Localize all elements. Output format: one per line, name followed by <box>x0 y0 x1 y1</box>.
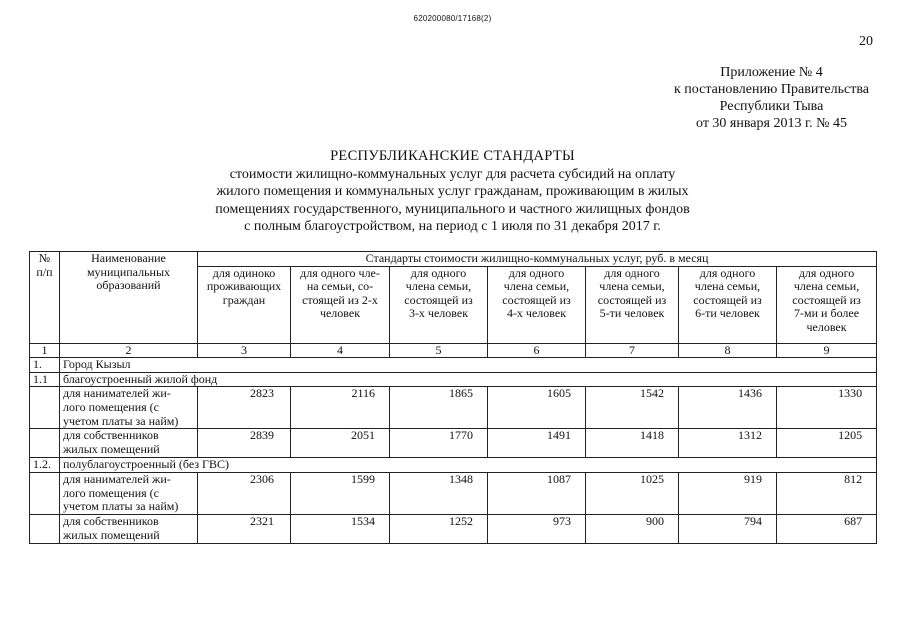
header-group: Стандарты стоимости жилищно-коммунальных услуг, руб. в месяц <box>198 252 877 267</box>
appendix-header <box>674 64 869 132</box>
index-cell: 4 <box>291 343 390 358</box>
value-cell: 1312 <box>679 429 777 458</box>
header-col: для одного члена семьи, состоящей из 5-ти человек <box>586 266 679 343</box>
document-subtitle <box>150 166 755 236</box>
value-cell: 1491 <box>488 429 586 458</box>
header-col: для одного члена семьи, состоящей из 4-х человек <box>488 266 586 343</box>
section-label: Город Кызыл <box>60 358 877 373</box>
section-num: 1.1 <box>30 372 60 387</box>
header-name: Наименование муниципальных образований <box>60 252 198 344</box>
value-cell: 1252 <box>390 514 488 543</box>
value-cell: 2116 <box>291 387 390 429</box>
table-row <box>30 472 877 514</box>
row-num <box>30 429 60 458</box>
index-cell: 7 <box>586 343 679 358</box>
value-cell: 2306 <box>198 472 291 514</box>
value-cell: 794 <box>679 514 777 543</box>
value-cell: 2321 <box>198 514 291 543</box>
section-row <box>30 372 877 387</box>
value-cell: 1205 <box>777 429 877 458</box>
value-cell: 1605 <box>488 387 586 429</box>
value-cell: 900 <box>586 514 679 543</box>
index-cell: 9 <box>777 343 877 358</box>
header-col: для одного члена семьи, состоящей из 3-х человек <box>390 266 488 343</box>
header-col: для одного чле- на семьи, со- стоящей из 2-х человек <box>291 266 390 343</box>
section-label: полублагоустроенный (без ГВС) <box>60 458 877 473</box>
section-num: 1.2. <box>30 458 60 473</box>
value-cell: 2839 <box>198 429 291 458</box>
index-cell: 8 <box>679 343 777 358</box>
table-row <box>30 514 877 543</box>
section-row <box>30 458 877 473</box>
document-id: 620200080/17168(2) <box>413 14 492 23</box>
row-label: для собственников жилых помещений <box>60 514 198 543</box>
header-col: для одного члена семьи, состоящей из 6-ти человек <box>679 266 777 343</box>
subtitle-line: с полным благоустройством, на период с 1 июля по 31 декабря 2017 г. <box>244 219 661 235</box>
appendix-line: Республики Тыва <box>719 99 824 114</box>
value-cell: 1330 <box>777 387 877 429</box>
row-num <box>30 514 60 543</box>
index-cell: 3 <box>198 343 291 358</box>
appendix-line: к постановлению Правительства <box>673 82 869 97</box>
index-cell: 6 <box>488 343 586 358</box>
value-cell: 1348 <box>390 472 488 514</box>
value-cell: 812 <box>777 472 877 514</box>
subtitle-line: помещениях государственного, муниципального и частного жилищных фондов <box>215 201 690 217</box>
value-cell: 2051 <box>291 429 390 458</box>
subtitle-line: стоимости жилищно-коммунальных услуг для расчета субсидий на оплату <box>229 167 676 182</box>
row-num <box>30 387 60 429</box>
section-num: 1. <box>30 358 60 373</box>
standards-table <box>29 251 877 544</box>
header-col: для одного члена семьи, состоящей из 7-ми и более человек <box>777 266 877 343</box>
value-cell: 919 <box>679 472 777 514</box>
row-num <box>30 472 60 514</box>
value-cell: 1865 <box>390 387 488 429</box>
index-cell: 2 <box>60 343 198 358</box>
value-cell: 1599 <box>291 472 390 514</box>
table-row <box>30 429 877 458</box>
section-label: благоустроенный жилой фонд <box>60 372 877 387</box>
value-cell: 1770 <box>390 429 488 458</box>
value-cell: 973 <box>488 514 586 543</box>
value-cell: 1025 <box>586 472 679 514</box>
value-cell: 2823 <box>198 387 291 429</box>
row-label: для собственников жилых помещений <box>60 429 198 458</box>
row-label: для нанимателей жи- лого помещения (с учетом платы за найм) <box>60 472 198 514</box>
table-row <box>30 387 877 429</box>
subtitle-line: жилого помещения и коммунальных услуг гражданам, проживающим в жилых <box>216 184 689 200</box>
value-cell: 1534 <box>291 514 390 543</box>
appendix-line: Приложение № 4 <box>720 65 823 80</box>
table-header-row <box>30 252 877 267</box>
value-cell: 687 <box>777 514 877 543</box>
section-row <box>30 358 877 373</box>
value-cell: 1542 <box>586 387 679 429</box>
document-title: РЕСПУБЛИКАНСКИЕ СТАНДАРТЫ <box>330 148 575 164</box>
value-cell: 1418 <box>586 429 679 458</box>
index-cell: 5 <box>390 343 488 358</box>
table-index-row <box>30 343 877 358</box>
row-label: для нанимателей жи- лого помещения (с учетом платы за найм) <box>60 387 198 429</box>
value-cell: 1436 <box>679 387 777 429</box>
page-number: 20 <box>859 34 873 49</box>
header-col: для одиноко проживающих граждан <box>198 266 291 343</box>
header-num: № п/п <box>30 252 60 344</box>
index-cell: 1 <box>30 343 60 358</box>
appendix-line: от 30 января 2013 г. № 45 <box>696 116 847 131</box>
value-cell: 1087 <box>488 472 586 514</box>
